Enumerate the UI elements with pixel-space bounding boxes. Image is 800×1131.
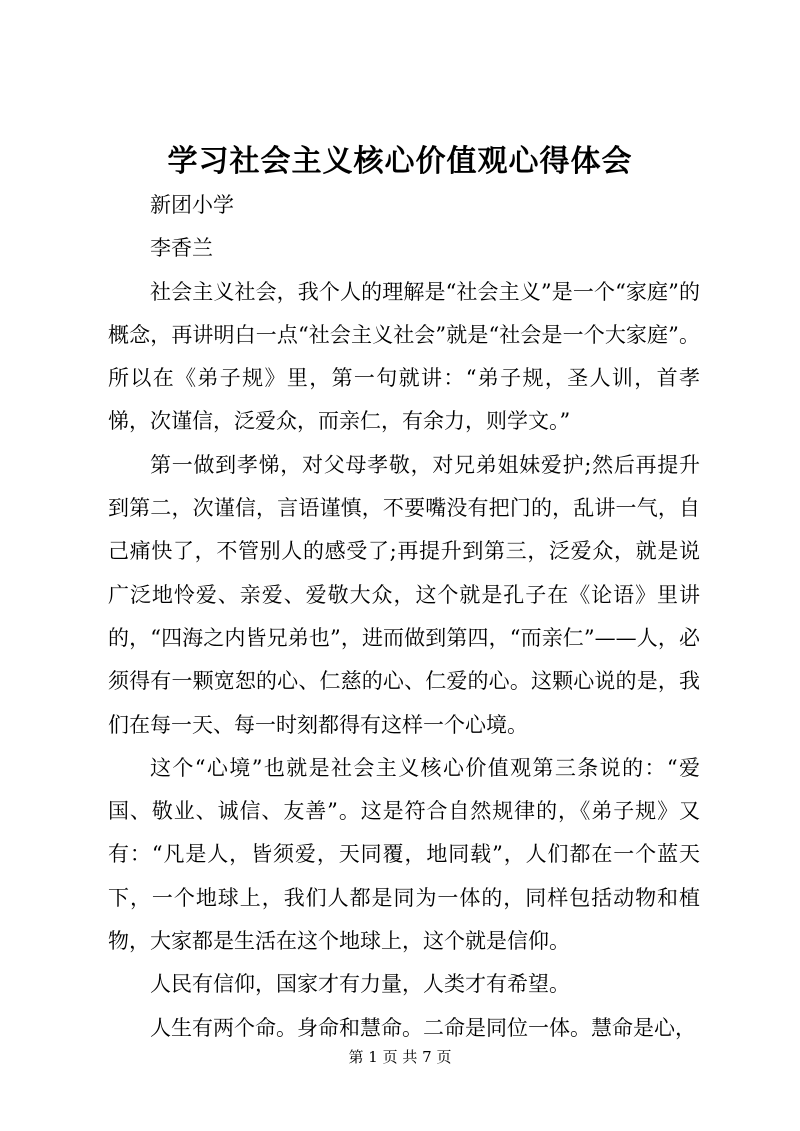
school-name: 新团小学 <box>150 193 234 217</box>
paragraph-2: 第一做到孝悌，对父母孝敬，对兄弟姐妹爱护;然后再提升到第二，次谨信，言语谨慎，不要嘴没有把门的，乱讲一气，自己痛快了，不管别人的感受了;再提升到第三，泛爱众，就是说广泛地怜爱、亲爱、爱敬大众，这个就是孔子在《论语》里讲的，“四海之内皆兄弟也”，进而做到第四，“而亲仁”——人，必须得有一颗宽恕的心、仁慈的心、仁爱的心。这颗心说的是，我们在每一天、每一时刻都得有这样一个心境。 <box>108 452 700 737</box>
paragraph-1: 社会主义社会，我个人的理解是“社会主义”是一个“家庭”的概念，再讲明白一点“社会主义社会”就是“社会是一个大家庭”。所以在《弟子规》里，第一句就讲：“弟子规，圣人训，首孝悌，次谨信，泛爱众，而亲仁，有余力，则学文。” <box>108 279 700 434</box>
paragraph-4: 人民有信仰，国家才有力量，人类才有希望。 <box>150 972 570 997</box>
page-footer: 第 1 页 共 7 页 <box>348 1048 452 1066</box>
paragraph-5: 人生有两个命。身命和慧命。二命是同位一体。慧命是心， <box>150 1015 696 1040</box>
document-body <box>108 184 700 1050</box>
paragraph-3: 这个“心境”也就是社会主义核心价值观第三条说的：“爱国、敬业、诚信、友善”。这是符合自然规律的，《弟子规》又有：“凡是人，皆须爱，天同覆，地同载”，人们都在一个蓝天下，一个地球上，我们人都是同为一体的，同样包括动物和植物，大家都是生活在这个地球上，这个就是信仰。 <box>108 755 700 954</box>
author-name: 李香兰 <box>150 236 213 261</box>
document-title: 学习社会主义核心价值观心得体会 <box>167 144 633 179</box>
